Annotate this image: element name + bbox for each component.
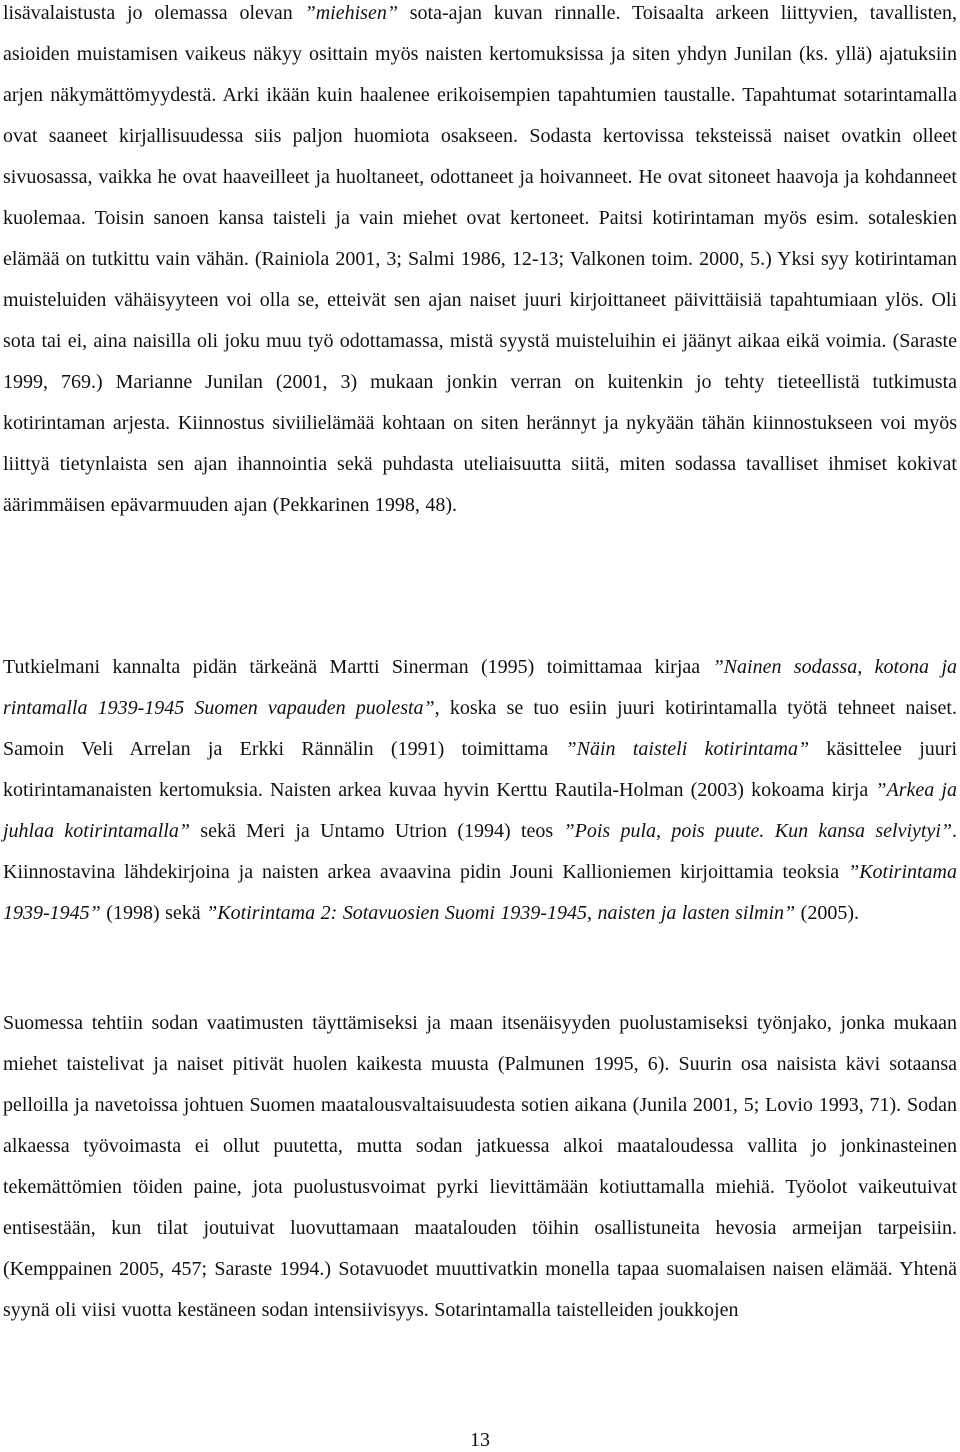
paragraph-text: . Kiinnostavina lähdekirjoina ja naisten arkea avaavina pidin Jouni Kallioniemen kirjoittamia teoksia bbox=[3, 820, 957, 883]
paragraph-text: (2005). bbox=[795, 902, 859, 924]
paragraph-text: (1998) sekä bbox=[100, 902, 207, 924]
paragraph-text: lisävalaistusta jo olemassa olevan bbox=[3, 2, 305, 24]
paragraph-text: sota-ajan kuvan rinnalle. Toisaalta arkeen liittyvien, tavallisten, asioiden muistamisen vaikeus näkyy osittain myös naisten kertomuksissa ja siten yhdyn Junilan (ks. yllä) ajatuksiin arjen näkymättömyydestä. Arki ikään kuin haalenee erikoisempien tapahtumien taustalle. Tapahtumat sotarintamalla ovat saaneet kirjallisuudessa siis paljon huomiota osakseen. Sodasta kertovissa teksteissä naiset ovatkin olleet sivuosassa, vaikka he ovat haaveilleet ja huoltaneet, odottaneet ja hoivanneet. He ovat sitoneet haavoja ja kohdanneet kuolemaa. Toisin sanoen kansa taisteli ja vain miehet ovat kertoneet. Paitsi kotirintaman myös esim. sotaleskien elämää on tutkittu vain vähän. (Rainiola 2001, 3; Salmi 1986, 12-13; Valkonen toim. 2000, 5.) Yksi syy kotirintaman muisteluiden vähäisyyteen voi olla se, etteivät sen ajan naiset juuri kirjoittaneet päivittäisiä tapahtumiaan ylös. Oli sota tai ei, aina naisilla oli joku muu työ odottamassa, mistä syystä muisteluihin ei jäänyt aikaa eikä voimia. (Saraste 1999, 769.) Marianne Junilan (2001, 3) mukaan jonkin verran on kuitenkin jo tehty tieteellistä tutkimusta kotirintaman arjesta. Kiinnostus siviilielämää kohtaan on siten herännyt ja nykyään tähän kiinnostukseen voi myös liittyä tietynlaista sen ajan ihannointia sekä puhdasta uteliaisuutta siitä, miten sodassa tavalliset ihmiset kokivat äärimmäisen epävarmuuden ajan (Pekkarinen 1998, 48). bbox=[3, 2, 957, 516]
cited-title: ”miehisen” bbox=[304, 2, 398, 24]
paragraph-text: käsittelee juuri kotirintamanaisten kertomuksia. Naisten arkea kuvaa hyvin Kerttu Rautila-Holman (2003) kokoama kirja bbox=[3, 738, 958, 801]
cited-title: ”Nainen sodassa, kotona ja rintamalla 1939-1945 Suomen vapauden puolesta” bbox=[3, 656, 957, 719]
page-number: 13 bbox=[470, 1429, 490, 1451]
paragraph-text: sekä Meri ja Untamo Utrion (1994) teos bbox=[190, 820, 564, 842]
body-paragraph-2 bbox=[3, 647, 957, 934]
paragraph-text: Suomessa tehtiin sodan vaatimusten täyttämiseksi ja maan itsenäisyyden puolustamiseksi työnjako, jonka mukaan miehet taistelivat ja naiset pitivät huolen kaikesta muusta (Palmunen 1995, 6). Suurin osa naisista kävi sotaansa pelloilla ja navetoissa johtuen Suomen maatalousvaltaisuudesta sotien aikana (Junila 2001, 5; Lovio 1993, 71). Sodan alkaessa työvoimasta ei ollut puutetta, mutta sodan jatkuessa alkoi maataloudessa vallita jo jonkinasteinen tekemättömien töiden paine, jota puolustusvoimat pyrki lievittämään kotiuttamalla miehiä. Työolot vaikeutuivat entisestään, kun tilat joutuivat luovuttamaan maatalouden töihin osallistuneita hevosia armeijan tarpeisiin. (Kemppainen 2005, 457; Saraste 1994.) Sotavuodet muuttivatkin monella tapaa suomalaisen naisen elämää. Yhtenä syynä oli viisi vuotta kestäneen sodan intensiivisyys. Sotarintamalla taistelleiden joukkojen bbox=[3, 1012, 957, 1321]
cited-title: ”Pois pula, pois puute. Kun kansa selviytyi” bbox=[563, 820, 952, 842]
cited-title: ”Kotirintama 2: Sotavuosien Suomi 1939-1945, naisten ja lasten silmin” bbox=[206, 902, 796, 924]
cited-title: ”Kotirintama 1939-1945” bbox=[3, 861, 957, 924]
paragraph-text: , koska se tuo esiin juuri kotirintamalla työtä tehneet naiset. Samoin Veli Arrelan ja Erkki Rännälin (1991) toimittama bbox=[3, 697, 957, 760]
paragraph-text: Tutkielmani kannalta pidän tärkeänä Martti Sinerman (1995) toimittamaa kirjaa bbox=[3, 656, 713, 678]
body-paragraph-3 bbox=[3, 1003, 957, 1331]
cited-title: ”Arkea ja juhlaa kotirintamalla” bbox=[3, 779, 957, 842]
cited-title: ”Näin taisteli kotirintama” bbox=[565, 738, 810, 760]
body-paragraph-1 bbox=[3, 0, 957, 526]
